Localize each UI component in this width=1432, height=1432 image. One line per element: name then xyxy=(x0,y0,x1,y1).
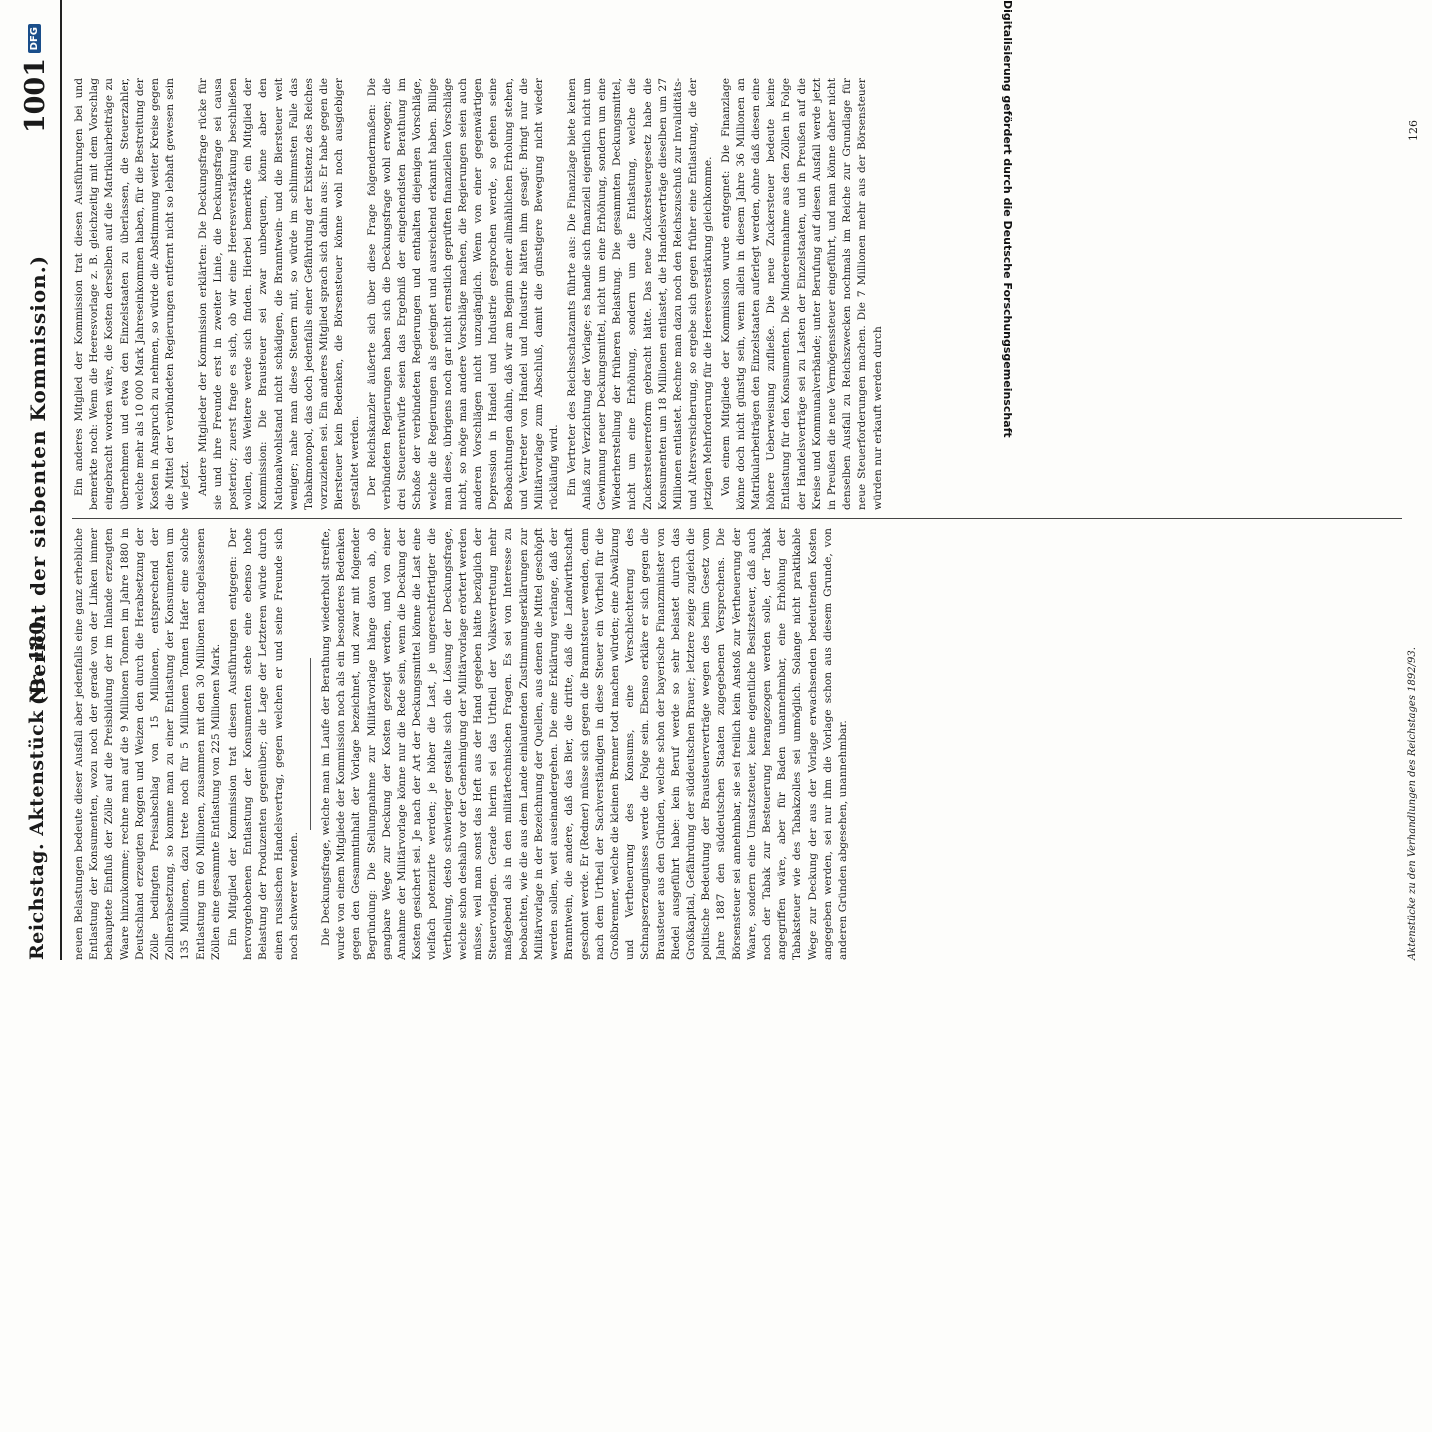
text-columns xyxy=(72,80,1402,960)
signature-mark: 126 xyxy=(1407,120,1420,141)
footer-note: Aktenstücke zu den Verhandlungen des Reichstages 1892/93. xyxy=(1407,647,1418,960)
paragraph: Andere Mitglieder der Kommission erklärten: Die Deckungsfrage rücke für sie und ihre Freunde erst in zweiter Linie, die Deckungsfrage sei causa posterior; zuerst frage es sich, ob wir eine Heeresverstärkung beschließen wollen, das Weitere werde sich finden. Hierbei bemerkte ein Mitglied der Kommission: Die Brausteuer sei zwar unbequem, könne aber den Nationalwohlstand nicht schädigen, die Branntwein- und die Biersteuer weit weniger; nahe man diese Steuern mit, so würde im schlimmsten Falle das Tabakmonopol, das doch jedenfalls einer Gefährdung der Existenz des Reiches vorzuziehen sei. Ein anderes Mitglied sprach sich dahin aus: Er habe gegen die Biersteuer kein Bedenken, die Börsensteuer könne wohl noch ausgiebiger gestaltet werden. xyxy=(196,78,361,510)
dfg-logo: DFG xyxy=(28,24,41,53)
paragraph: Ein Mitglied der Kommission trat diesen Ausführungen entgegen: Der hervorgehobenen Entlastung der Konsumenten stehe eine ebenso hohe Belastung der Produzenten gegenüber; die Lage der Letzteren würde durch einen russischen Handelsvertrag, gegen welchen er und seine Freunde sich noch schwerer wenden. xyxy=(227,528,300,960)
right-column xyxy=(72,78,1402,510)
paragraph: Der Reichskanzler äußerte sich über diese Frage folgendermaßen: Die verbündeten Regierungen haben sich die Deckungsfrage wohl erwogen; die drei Steuerentwürfe seien das Ergebniß der eingehendsten Berathung im Schoße der verbündeten Regierungen und enthalten diejenigen Vorschläge, welche die Regierungen als geeignet und ausreichend erkannt haben. Billige man diese, übrigens noch gar nicht ernstlich geprüften finanziellen Vorschläge nicht, so möge man andere Vorschläge machen, die Regierungen seien auch anderen Vorschlägen nicht unzugänglich. Wenn von einer gegenwärtigen Depression in Handel und Industrie gesprochen werde, so gehen seine Beobachtungen dahin, daß wir am Beginn einer allmählichen Erholung stehen, und Vertreter von Handel und Industrie hätten ihm gesagt: Bringt nur die Militärvorlage zum Abschluß, damit die günstigere Bewegung nicht wieder rückläufig wird. xyxy=(365,78,561,510)
paragraph: Ein Vertreter des Reichsschatzamts führte aus: Die Finanzlage biete keinen Anlaß zur Verzichtung der Vorlage; es handle sich finanziell eigentlich nicht um Gewinnung neuer Deckungsmittel, nicht um eine Erhöhung, sondern um eine Wiederherstellung der früheren Belastung. Die gesammten Deckungsmittel, nicht um eine Erhöhung, sondern um die Entlastung, welche die Zuckersteuerreform gebracht hätte. Das neue Zuckersteuergesetz habe die Konsumenten um 18 Millionen entlastet, die Handelsverträge dieselben um 27 Millionen entlastet. Rechne man dazu noch den Reichszuschuß zur Invaliditäts- und Altersversicherung, so ergebe sich gegen früher eine Entlastung, die der jetzigen Mehrforderung für die Heeresverstärkung gleichkomme. xyxy=(565,78,715,510)
page-header xyxy=(20,0,62,960)
paragraph: neuen Belastungen bedeute dieser Ausfall aber jedenfalls eine ganz erhebliche Entlastung der Konsumenten, wozu noch der gerade von der Linken immer behauptete Einfluß der Zölle auf die Preisbildung der im Inlande erzeugten Waare hinzukomme; rechne man auf die 9 Millionen Tonnen im Jahre 1880 in Deutschland erzeugten Roggen und Weizen den durch die Herabsetzung der Zölle bedingten Preisabschlag von 15 Millionen, entsprechend der Zollherabsetzung, so komme man zu einer Entlastung der Konsumenten um 135 Millionen, dazu trete noch für 5 Millionen Tonnen Hafer eine solche Entlastung um 60 Millionen, zusammen mit den 30 Millionen nachgelassenen Zöllen eine gesammte Entlastung von 225 Millionen Mark. xyxy=(73,528,222,960)
section-divider xyxy=(310,658,311,831)
header-left-title: Reichstag. Aktenstück Nr. 180. xyxy=(26,613,48,960)
paragraph: Ein anderes Mitglied der Kommission trat diesen Ausführungen bei und bemerkte noch: Wenn die Heeresvorlage z. B. gleichzeitig mit dem Vorschlag eingebracht worden wäre, die Kosten derselben auf die Matrikularbeiträge zu übernehmen und etwa den Einzelstaaten zu überlassen, die Steuerzahler, welche mehr als 10 000 Mark Jahreseinkommen haben, für die Bestreitung der Kosten in Anspruch zu nehmen, so würde die Abstimmung weiter Kreise gegen die Mittel der verbündeten Regierungen entfernt nicht so lebhaft gewesen sein wie jetzt. xyxy=(73,78,192,510)
left-column xyxy=(72,528,1402,960)
page-number: 1001 xyxy=(20,58,51,134)
paragraph: Die Deckungsfrage, welche man im Laufe der Berathung wiederholt streifte, wurde von einem Mitgliede der Kommission noch als ein besonderes Bedenken gegen den Gesammtinhalt der Vorlage bezeichnet, und zwar mit folgender Begründung: Die Stellungnahme zur Militärvorlage hänge davon ab, ob gangbare Wege zur Deckung der Kosten gezeigt werden, und von einer Annahme der Militärvorlage könne nur die Rede sein, wenn die Deckung der Kosten gesichert sei. Je nach der Art der Deckungsmittel könne die Last eine vielfach potenzirte werden; je höher die Last, je ungerechtfertigter die Vertheilung, desto schwieriger gestalte sich die Lösung der Deckungsfrage, welche schon deshalb vor der Genehmigung der Militärvorlage erörtert werden müsse, weil man sonst das Heft aus der Hand gegeben hätte bezüglich der Steuervorlagen. Gerade hierin sei das Urtheil der Volksvertretung mehr maßgebend als in den militärtechnischen Fragen. Es sei von Interesse zu beobachten, wie die aus dem Lande einlaufenden Zustimmungserklärungen zur Militärvorlage in der Bezeichnung der Quellen, aus denen die Mittel geschöpft werden sollen, weit auseinandergehen. Die eine Erklärung verlange, daß der Branntwein, die andere, daß das Bier, die dritte, daß die Landwirthschaft geschont werde. Er (Redner) müsse sich gegen die Branntsteuer wenden, denn nach dem Urtheil der Sachverständigen in diese Steuer ein Vortheil für die Großbrenner, welche die kleinen Brenner todt machen würden; eine Abwälzung und Vertheuerung des Konsums, eine Verschlechterung des Schnapserzeugnisses werde die Folge sein. Ebenso erkläre er sich gegen die Brausteuer aus den Gründen, welche schon der bayerische Finanzminister von Riedel ausgeführt habe: kein Beruf werde so sehr belastet durch das Großkapital, Gefährdung der süddeutschen Brauer; letztere zeige zugleich die politische Bedeutung der Brausteuerverträge wegen des beim Gesetz vom Jahre 1887 den süddeutschen Staaten zugegebenen Versprechens. Die Börsensteuer sei annehmbar, sie sei freilich kein Anstoß zur Vertheuerung der Waare, sondern eine Umsatzsteuer, keine eigentliche Besitzsteuer, daß auch noch der Tabak zur Besteuerung herangezogen werden solle, der Tabak angegriffen wäre, aber für Baden unannehmbar, eine Erhöhung der Tabaksteuer wie des Tabakzolles sei unmöglich. Solange nicht praktikable Wege zur Deckung der aus der Vorlage erwachsenden bedeutenden Kosten angegeben werden, sei nur ihm die Vorlage schon aus diesem Grunde, von anderen Gründen abgesehen, unannehmbar. xyxy=(320,528,849,960)
digitization-credit: Digitalisierung gefördert durch die Deutsche Forschungsgemeinschaft xyxy=(1001,0,1014,438)
column-rule xyxy=(72,518,1402,519)
paragraph: Von einem Mitgliede der Kommission wurde entgegnet: Die Finanzlage könne doch nicht günstig sein, wenn allein in diesem Jahre 36 Millionen an Matrikularbeiträgen den Einzelstaaten auferlegt werden, ohne daß diesen eine höhere Ueberweisung zufließe. Die neue Zuckersteuer bedeute keine Entlastung für den Konsumenten. Die Mindereinnahme aus den Zöllen in Folge der Handelsverträge sei zu Lasten der Einzelstaaten, und in Preußen auf die Kreise und Kommunalverbände; unter Berufung auf diesen Ausfall werde jetzt in Preußen die neue Vermögenssteuer eingeführt, und man könne daher nicht denselben Ausfall zu Reichszwecken nochmals im Reiche zur Grundlage für neue Steuerforderungen machen. Die 7 Millionen mehr aus der Börsensteuer würden nur erkauft werden durch xyxy=(719,78,884,510)
header-section-title: (Bericht der siebenten Kommission.) xyxy=(26,254,50,706)
